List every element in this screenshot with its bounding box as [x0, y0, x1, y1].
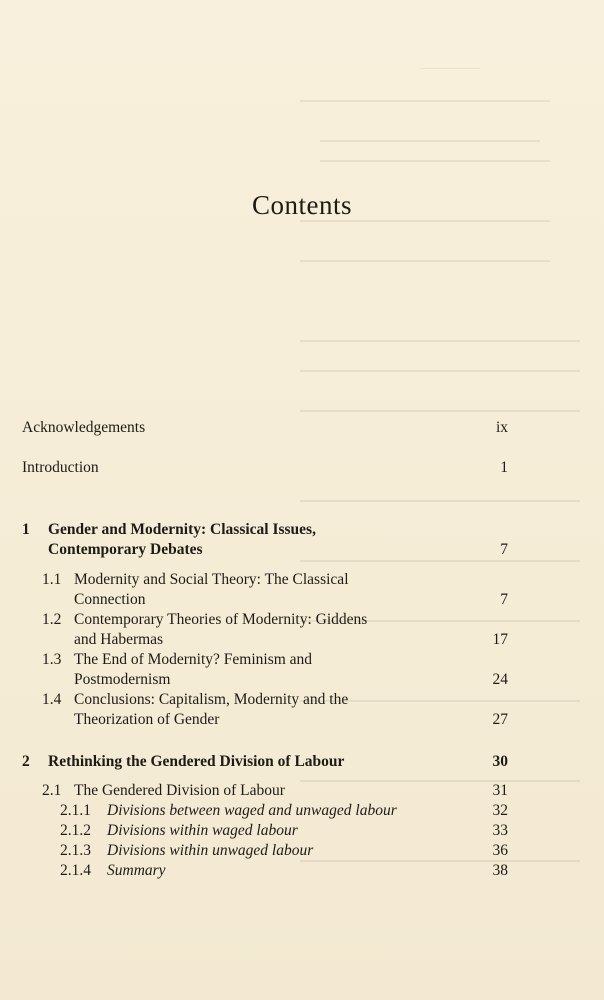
toc-subsection-2-1-3[interactable] — [60, 841, 91, 861]
entry-page-number: 17 — [492, 631, 508, 648]
entry-page-number: 31 — [492, 782, 508, 799]
entry-page-number: 27 — [492, 711, 508, 728]
subsection-number: 2.1.3 — [60, 842, 91, 859]
toc-entry-acknowledgements[interactable] — [22, 418, 145, 438]
toc-section-1-1[interactable] — [42, 570, 61, 590]
section-number: 1.4 — [42, 691, 62, 708]
section-title-line-2: and Habermas — [74, 631, 164, 648]
section-title-line-1: Contemporary Theories of Modernity: Giddens — [74, 611, 368, 628]
entry-page-number: 7 — [500, 541, 508, 558]
subsection-number: 2.1.1 — [60, 802, 91, 819]
entry-page-number: 7 — [500, 591, 508, 608]
show-through-texture: ———— — [0, 0, 604, 1000]
section-number: 1.3 — [42, 651, 62, 668]
toc-section-2-1[interactable] — [42, 781, 61, 801]
chapter-number: 2 — [22, 753, 30, 770]
subsection-title: Divisions within unwaged labour — [107, 842, 314, 859]
subsection-number: 2.1.2 — [60, 822, 91, 839]
subsection-title: Divisions within waged labour — [107, 822, 298, 839]
page-title: Contents — [251, 190, 352, 220]
toc-subsection-2-1-2[interactable] — [60, 821, 91, 841]
entry-label: Acknowledgements — [22, 419, 146, 436]
subsection-number: 2.1.4 — [60, 862, 91, 879]
chapter-number: 1 — [22, 521, 30, 538]
entry-page-number: 30 — [492, 753, 508, 770]
section-title-line-1: The End of Modernity? Feminism and — [74, 651, 313, 668]
section-title-line-2: Connection — [74, 591, 146, 608]
section-title-line-2: Theorization of Gender — [74, 711, 220, 728]
toc-section-1-2[interactable] — [42, 610, 61, 630]
entry-page-number: 36 — [492, 842, 508, 859]
entry-page-number: ix — [495, 419, 508, 436]
section-number: 1.2 — [42, 611, 62, 628]
toc-entry-introduction[interactable] — [22, 458, 99, 478]
chapter-title-line-2: Contemporary Debates — [48, 541, 203, 558]
subsection-title: Divisions between waged and unwaged labour — [107, 802, 397, 819]
section-title-line-2: Postmodernism — [74, 671, 171, 688]
section-title: The Gendered Division of Labour — [74, 782, 285, 799]
entry-page-number: 32 — [492, 802, 508, 819]
section-title-line-1: Modernity and Social Theory: The Classical — [74, 571, 349, 588]
toc-chapter-1[interactable] — [22, 520, 30, 540]
entry-page-number: 1 — [500, 459, 508, 476]
toc-section-1-3[interactable] — [42, 650, 61, 670]
chapter-title: Rethinking the Gendered Division of Labour — [48, 753, 345, 770]
section-title-line-1: Conclusions: Capitalism, Modernity and the — [74, 691, 349, 708]
entry-label: Introduction — [22, 459, 99, 476]
chapter-title-line-1: Gender and Modernity: Classical Issues, — [48, 521, 316, 538]
toc-subsection-2-1-1[interactable] — [60, 801, 91, 821]
entry-page-number: 38 — [492, 862, 508, 879]
entry-page-number: 24 — [492, 671, 508, 688]
toc-section-1-4[interactable] — [42, 690, 61, 710]
section-number: 2.1 — [42, 782, 62, 799]
subsection-title: Summary — [107, 862, 166, 879]
toc-chapter-2[interactable] — [22, 752, 30, 772]
section-number: 1.1 — [42, 571, 62, 588]
toc-subsection-2-1-4[interactable] — [60, 861, 91, 881]
entry-page-number: 33 — [492, 822, 508, 839]
